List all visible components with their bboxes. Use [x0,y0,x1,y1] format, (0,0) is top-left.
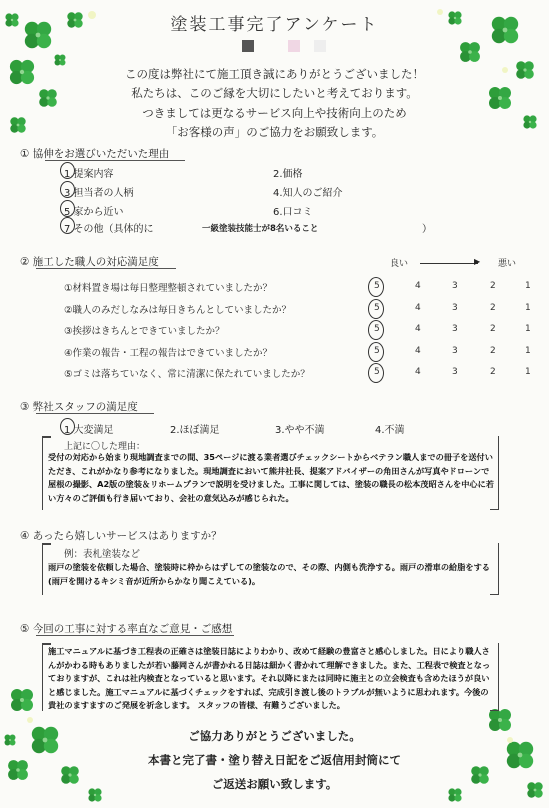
s1-option: 6.口コミ [273,207,313,218]
scale-value: 3 [452,324,458,334]
scale-value: 1 [525,346,531,356]
s4-answer: 雨戸の塗装を依頼した場合、塗装時に枠からはずしての塗装なので、その際、内側も洗浄する。雨戸の滑車の給脂をする(雨戸を開けるキシミ音が近所からかなり聞こえている)。 [48,562,490,586]
scale-value: 5 [374,324,380,334]
scale-arrow [420,263,478,264]
selection-circle [368,342,384,362]
s1-option: ） [422,224,432,235]
scale-value: 4 [415,324,421,334]
redaction-mark [314,40,326,52]
intro-line: 私たちは、このご縁を大切にしたいと考えております。 [131,86,418,100]
scale-value: 2 [490,303,496,313]
scale-value: 5 [374,303,380,313]
scale-value: 3 [452,367,458,377]
scale-value: 5 [374,346,380,356]
scale-value: 4 [415,367,421,377]
s2-question: ⑤ゴミは落ちていなく、常に清潔に保たれていましたか？ [64,369,310,380]
scale-good-label: 良い [390,259,409,269]
footer-line: ご協力ありがとうございました。 [188,729,361,743]
selection-circle [368,363,384,383]
scale-value: 2 [490,346,496,356]
s2-question: ①材料置き場は毎日整理整頓されていましたか？ [64,283,273,294]
s3-reason-label: 上記に〇した理由： [64,442,146,452]
scale-value: 1 [525,281,531,291]
s3-option: 4.不満 [375,425,405,436]
heading-underline [36,268,176,269]
s1-option: 2.価格 [273,169,303,180]
scale-value: 1 [525,303,531,313]
s2-question: ③挨拶はきちんとできていましたか？ [64,326,225,337]
s3-option: 2.ほぼ満足 [170,425,220,436]
s3-option: 3.やや不満 [275,425,325,436]
s2-question: ④作業の報告・工程の報告はできていましたか？ [64,348,273,359]
scale-value: 5 [374,281,380,291]
section3-heading: ③ 弊社スタッフの満足度 [20,401,138,413]
selection-circle [368,320,384,340]
s5-answer: 施工マニュアルに基づき工程表の正確さは塗装日誌によりわかり、改めて経験の豊富さと感心しました。日により職人さんがかわる時もありましたが若い藤岡さんが書かれる日誌は細かく書かれて理解できました。また、工程表で検査となっておりますが、これは社内検査となっていると思います。それ以降にまたは同時に施主との立会検査も含めたほうが良いと感じました。施工マニュアルに基づくチェックをすれば、完成引き渡し後のトラブルが無いように思われます。今後の貴社のますますのご発展を祈念します。 スタッフの皆様、有難うございました。 [48,646,491,710]
scale-value: 3 [452,281,458,291]
selection-circle [60,217,75,234]
intro-line: つきましては更なるサービス向上や技術向上のため [142,106,407,120]
scale-value: 3 [452,303,458,313]
scale-value: 1 [525,367,531,377]
scale-value: 3 [452,346,458,356]
intro-line: 「お客様の声」のご協力をお願致します。 [165,125,384,139]
scale-value: 4 [415,346,421,356]
heading-underline [36,413,154,414]
s3-option: 1.大変満足 [64,425,114,436]
section4-heading: ④ あったら嬉しいサービスはありますか？ [20,530,222,542]
page-title: 塗装工事完了アンケート [170,15,379,35]
s1-option: 1.提案内容 [64,169,114,180]
selection-circle [368,277,384,297]
redaction-mark [242,40,254,52]
scale-value: 2 [490,324,496,334]
selection-circle [368,299,384,319]
s4-example: 例：表札塗装など [64,549,141,560]
scale-value: 2 [490,281,496,291]
arrow-head: ▶ [474,257,481,266]
s3-reason-answer: 受付の対応から始まり現地調査までの間、35ページに渡る業者選びチェックシートからベテラン職人までの冊子を送付いただき、これがかなり参考になりました。現地調査において熊井社長、提案アドバイザーの角田さんが写真やドローンで屋根の撮影、A2版の塗装＆リホームプランで説明を受けました。工事に関しては、塗装の職長の松本茂昭さんを中心に若い方々のご評価も行き届いており、会社の意気込みが感じられた。 [48,452,494,503]
selection-circle [60,162,75,179]
s1-option: 7.その他（具体的に [64,224,154,235]
s1-option: 5.家から近い [64,207,124,218]
selection-circle [60,200,75,217]
selection-circle [60,181,75,198]
section2-heading: ② 施工した職人の対応満足度 [20,256,159,268]
s1-other-answer: 一級塗装技能士が8名いること [202,224,319,234]
scale-value: 1 [525,324,531,334]
intro-line: この度は弊社にて施工頂き誠にありがとうございました！ [125,67,424,81]
scale-value: 5 [374,367,380,377]
footer-line: 本書と完了書・塗り替え日記をご返信用封筒にて [148,753,401,767]
heading-underline [45,160,185,161]
s1-option: 3.担当者の人柄 [64,188,134,199]
section1-heading: ① 協伸をお選びいただいた理由 [20,148,170,160]
heading-underline [36,635,234,636]
footer-line: ご返送お願い致します。 [211,777,338,791]
selection-circle [60,418,75,435]
scale-value: 2 [490,367,496,377]
s1-option: 4.知人のご紹介 [273,188,343,199]
scale-value: 4 [415,303,421,313]
section5-heading: ⑤ 今回の工事に対する率直なご意見・ご感想 [20,623,233,635]
scale-bad-label: 悪い [498,259,517,269]
s2-question: ②職人のみだしなみは毎日きちんとしていましたか？ [64,305,292,316]
scale-value: 4 [415,281,421,291]
redaction-mark [288,40,300,52]
